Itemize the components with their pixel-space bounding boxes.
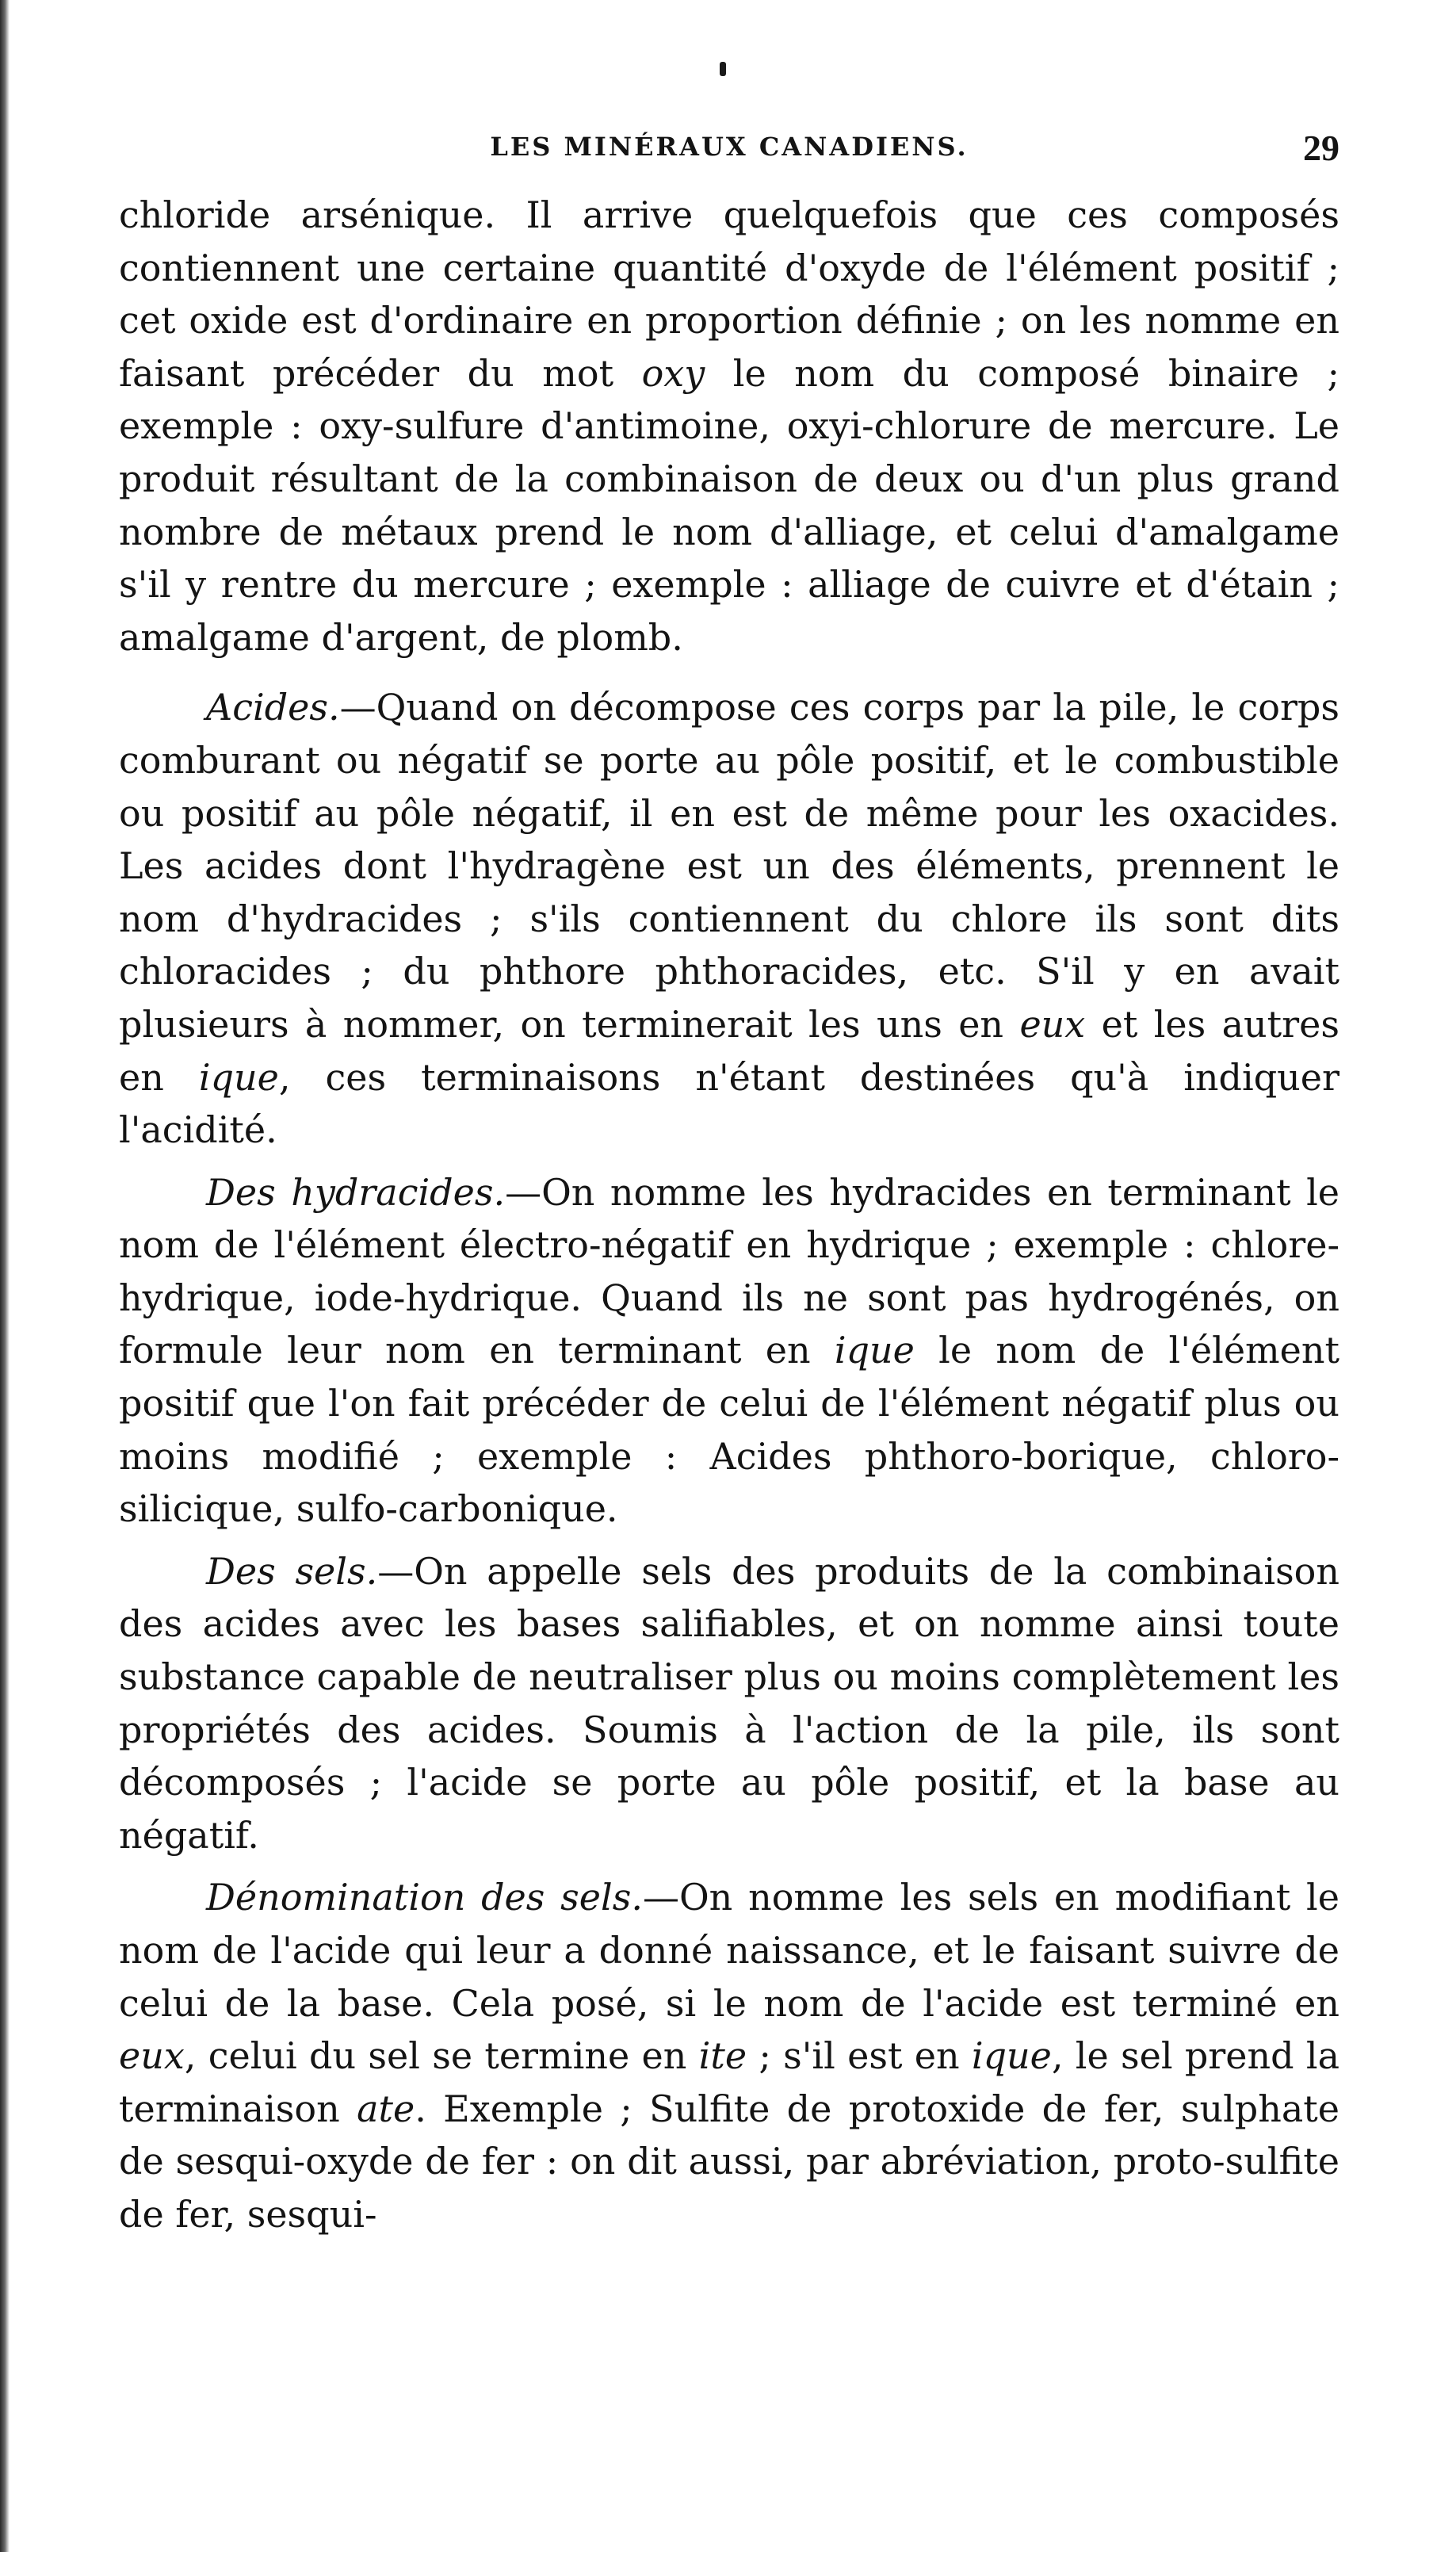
text-run: , ces terminaisons n'étant destinées qu'à indiquer l'acidité. [119,1055,1339,1152]
paragraph-continuation [119,189,1339,664]
italic-term: oxy [641,351,705,395]
section-heading: Dénomination des sels. [206,1876,643,1919]
page-number: 29 [1303,128,1339,168]
text-run: . Exemple ; Sulfite de protoxide de fer, sulphate de sesqui-oxyde de fer : on dit aussi, par abréviation, proto-sulfite de fer, sesqui- [119,2087,1339,2236]
running-title: LES MINÉRAUX CANADIENS. [490,132,969,162]
section-heading: Des hydracides. [206,1170,506,1214]
text-run: —On nomme les sels en modifiant le nom de l'acide qui leur a donné naissance, et le faisant suivre de celui de la base. Cela posé, si le nom de l'acide est terminé en [119,1876,1339,2025]
paragraph-acides [119,681,1339,1156]
page-binding-edge [0,0,10,2552]
text-run: , le sel prend la terminaison [119,2034,1340,2130]
italic-term: ique [834,1329,915,1372]
section-heading: Acides. [206,686,340,729]
text-run: —On nomme les hydracides en terminant le nom de l'élément électro-négatif en hydrique ; exemple : chlore-hydrique, iode-hydrique. Quand ils ne sont pas hydrogénés, on formule leur nom en terminant en [119,1170,1339,1372]
italic-term: ique [198,1055,279,1099]
text-run: —On appelle sels des produits de la combinaison des acides avec les bases salifiables, et on nomme ainsi toute substance capable de neutraliser plus ou moins complètement les propriétés des acides. Soumis à l'action de la pile, ils sont décomposés ; l'acide se porte au pôle positif, et la base au négatif. [119,1549,1339,1857]
italic-term: eux [1019,1002,1086,1046]
ink-mark [720,62,726,76]
text-run: et les autres en [119,1002,1339,1099]
italic-term: ite [698,2034,747,2078]
text-run: ; s'il est en [747,2034,972,2078]
section-heading: Des sels. [206,1549,378,1593]
italic-term: ate [357,2087,415,2130]
text-run: chloride arsénique. Il arrive quelquefois que ces composés contiennent une certaine quantité d'oxyde de l'élément positif ; cet oxide est d'ordinaire en proportion définie ; on les nomme en faisant précéder du mot [119,193,1339,395]
body-text [119,189,1339,2241]
running-header [119,127,1339,174]
paragraph-denomination [119,1871,1339,2240]
italic-term: eux [119,2034,185,2078]
text-run: , celui du sel se termine en [184,2034,699,2078]
text-run: —Quand on décompose ces corps par la pile, le corps comburant ou négatif se porte au pôle positif, et le combustible ou positif au pôle négatif, il en est de même pour les oxacides. Les acides dont l'hydragène est un des éléments, prennent le nom d'hydracides ; s'ils contiennent du chlore ils sont dits chloracides ; du phthore phthoracides, etc. S'il y en avait plusieurs à nommer, on terminerait les uns en [119,686,1339,1046]
paragraph-hydracides [119,1166,1339,1536]
paragraph-sels [119,1545,1339,1862]
text-run: le nom du composé binaire ; exemple : oxy-sulfure d'antimoine, oxyi-chlorure de mercure. Le produit résultant de la combinaison de deux ou d'un plus grand nombre de métaux prend le nom d'alliage, et celui d'amalgame s'il y rentre du mercure ; exemple : alliage de cuivre et d'étain ; amalgame d'argent, de plomb. [119,351,1340,659]
italic-term: ique [971,2034,1052,2078]
text-run: le nom de l'élément positif que l'on fait précéder de celui de l'élément négatif plus ou moins modifié ; exemple : Acides phthoro-borique, chloro-silicique, sulfo-carbonique. [119,1329,1339,1531]
